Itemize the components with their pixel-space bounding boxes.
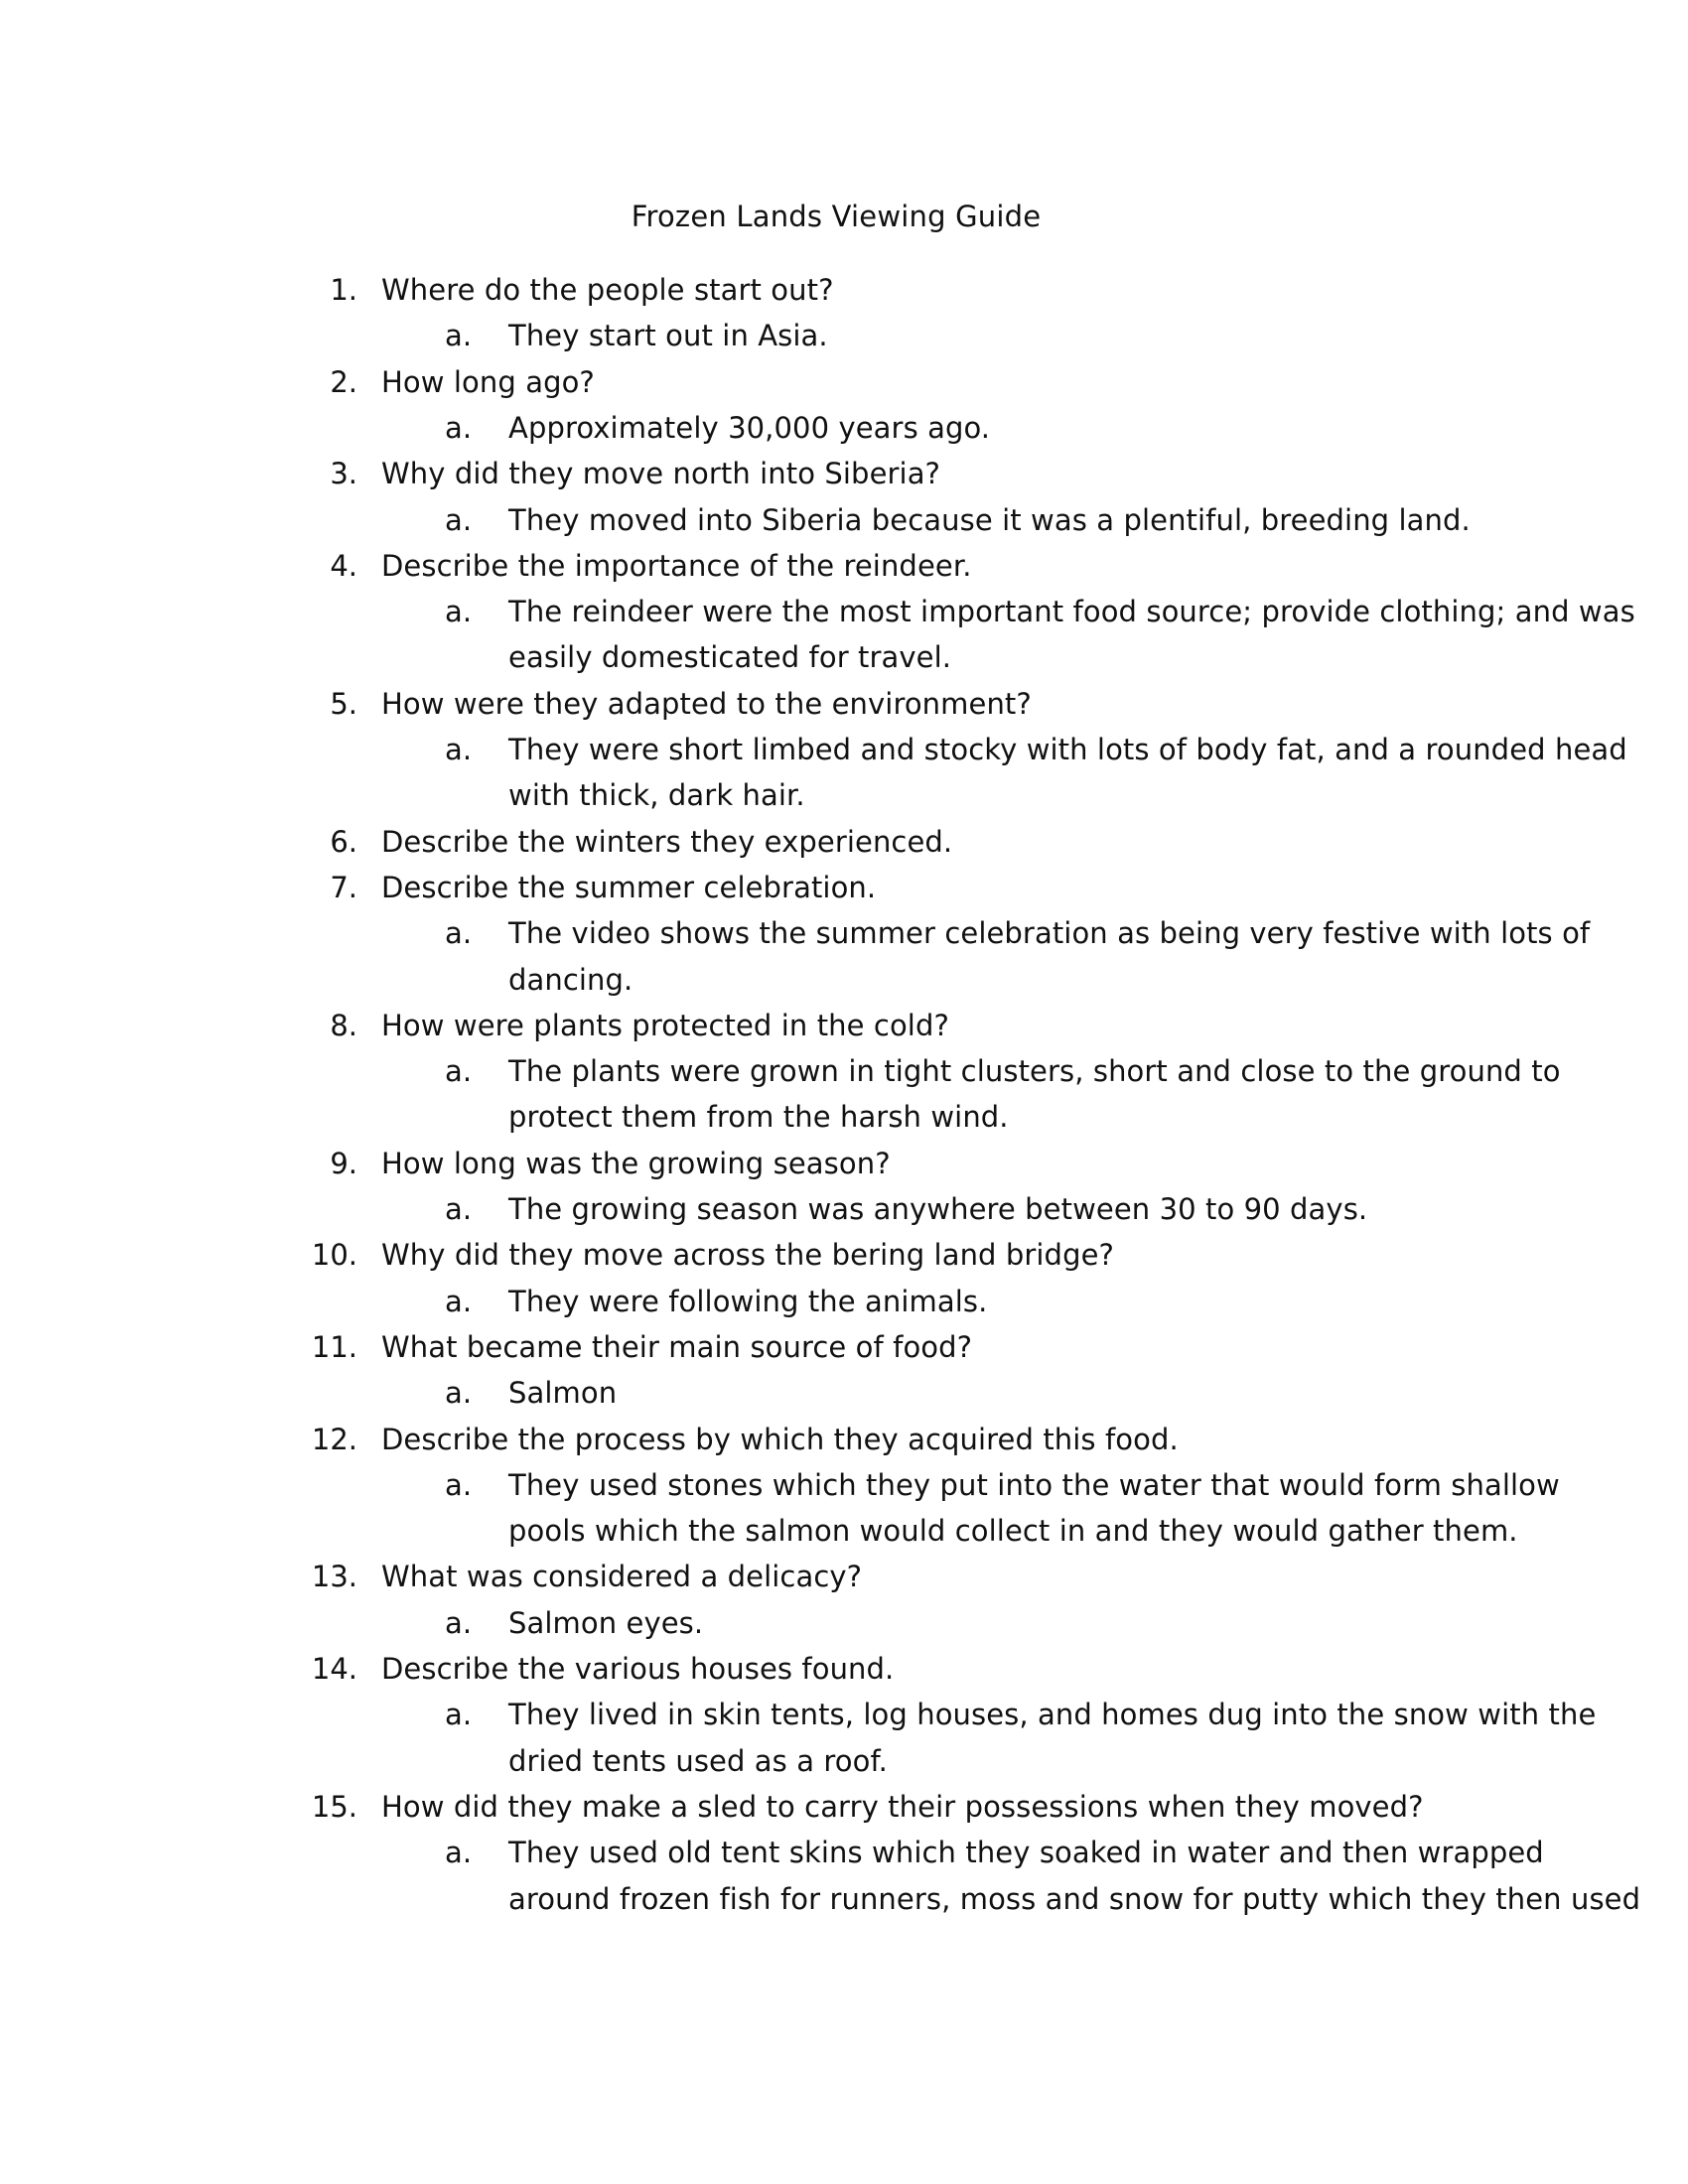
question-text: How long ago? [381,365,595,399]
question-number: 4. [330,549,357,583]
question-text: Describe the winters they experienced. [381,825,953,859]
answer-marker: a. [445,595,473,628]
answer-text: The video shows the summer celebration as being very festive with lots of [508,916,1591,950]
answer-text: They were short limbed and stocky with lots of body fat, and a rounded head [508,733,1627,766]
question-number: 1. [330,273,357,307]
answer-marker: a. [445,1606,473,1640]
question-text: What became their main source of food? [381,1330,973,1364]
answer-marker: a. [445,1836,473,1869]
question-number: 12. [311,1423,357,1456]
answer-text: with thick, dark hair. [508,778,805,812]
question-number: 5. [330,687,357,721]
answer-text: They lived in skin tents, log houses, and homes dug into the snow with the [508,1698,1597,1731]
question-text: Where do the people start out? [381,273,834,307]
question-number: 6. [330,825,357,859]
answer-marker: a. [445,1698,473,1731]
question-text: What was considered a delicacy? [381,1560,863,1593]
answer-marker: a. [445,1468,473,1502]
answer-text: The growing season was anywhere between 30 to 90 days. [508,1192,1368,1226]
question-text: Describe the various houses found. [381,1652,895,1686]
answer-text: The reindeer were the most important food source; provide clothing; and was [508,595,1635,628]
answer-text: dried tents used as a roof. [508,1744,888,1778]
question-number: 15. [311,1790,357,1824]
answer-marker: a. [445,916,473,950]
answer-text: around frozen fish for runners, moss and snow for putty which they then used [508,1882,1641,1916]
question-number: 10. [311,1238,357,1272]
answer-text: The plants were grown in tight clusters, short and close to the ground to [508,1054,1561,1088]
question-number: 8. [330,1009,357,1042]
answer-marker: a. [445,411,473,445]
question-number: 7. [330,871,357,904]
question-number: 2. [330,365,357,399]
document-title: Frozen Lands Viewing Guide [631,200,1042,233]
answer-marker: a. [445,1192,473,1226]
answer-text: Salmon [508,1376,618,1410]
answer-text: protect them from the harsh wind. [508,1100,1009,1134]
question-text: How were they adapted to the environment? [381,687,1032,721]
answer-marker: a. [445,1054,473,1088]
question-number: 11. [311,1330,357,1364]
answer-text: pools which the salmon would collect in and they would gather them. [508,1514,1518,1548]
question-text: Describe the process by which they acquired this food. [381,1423,1179,1456]
answer-marker: a. [445,1285,473,1318]
answer-text: They used old tent skins which they soaked in water and then wrapped [508,1836,1544,1869]
question-number: 9. [330,1147,357,1180]
answer-text: They were following the animals. [508,1285,988,1318]
question-text: Why did they move across the bering land bridge? [381,1238,1115,1272]
question-text: Why did they move north into Siberia? [381,457,941,490]
answer-text: easily domesticated for travel. [508,640,952,674]
question-text: How were plants protected in the cold? [381,1009,949,1042]
answer-text: They start out in Asia. [508,319,828,352]
answer-text: Approximately 30,000 years ago. [508,411,991,445]
answer-marker: a. [445,503,473,537]
answer-text: They used stones which they put into the water that would form shallow [508,1468,1560,1502]
question-number: 14. [311,1652,357,1686]
question-text: Describe the importance of the reindeer. [381,549,972,583]
answer-text: dancing. [508,963,633,997]
answer-marker: a. [445,319,473,352]
answer-text: They moved into Siberia because it was a plentiful, breeding land. [508,503,1471,537]
question-number: 13. [311,1560,357,1593]
answer-marker: a. [445,1376,473,1410]
answer-marker: a. [445,733,473,766]
question-text: How long was the growing season? [381,1147,891,1180]
question-text: Describe the summer celebration. [381,871,877,904]
question-text: How did they make a sled to carry their possessions when they moved? [381,1790,1424,1824]
answer-text: Salmon eyes. [508,1606,704,1640]
question-number: 3. [330,457,357,490]
